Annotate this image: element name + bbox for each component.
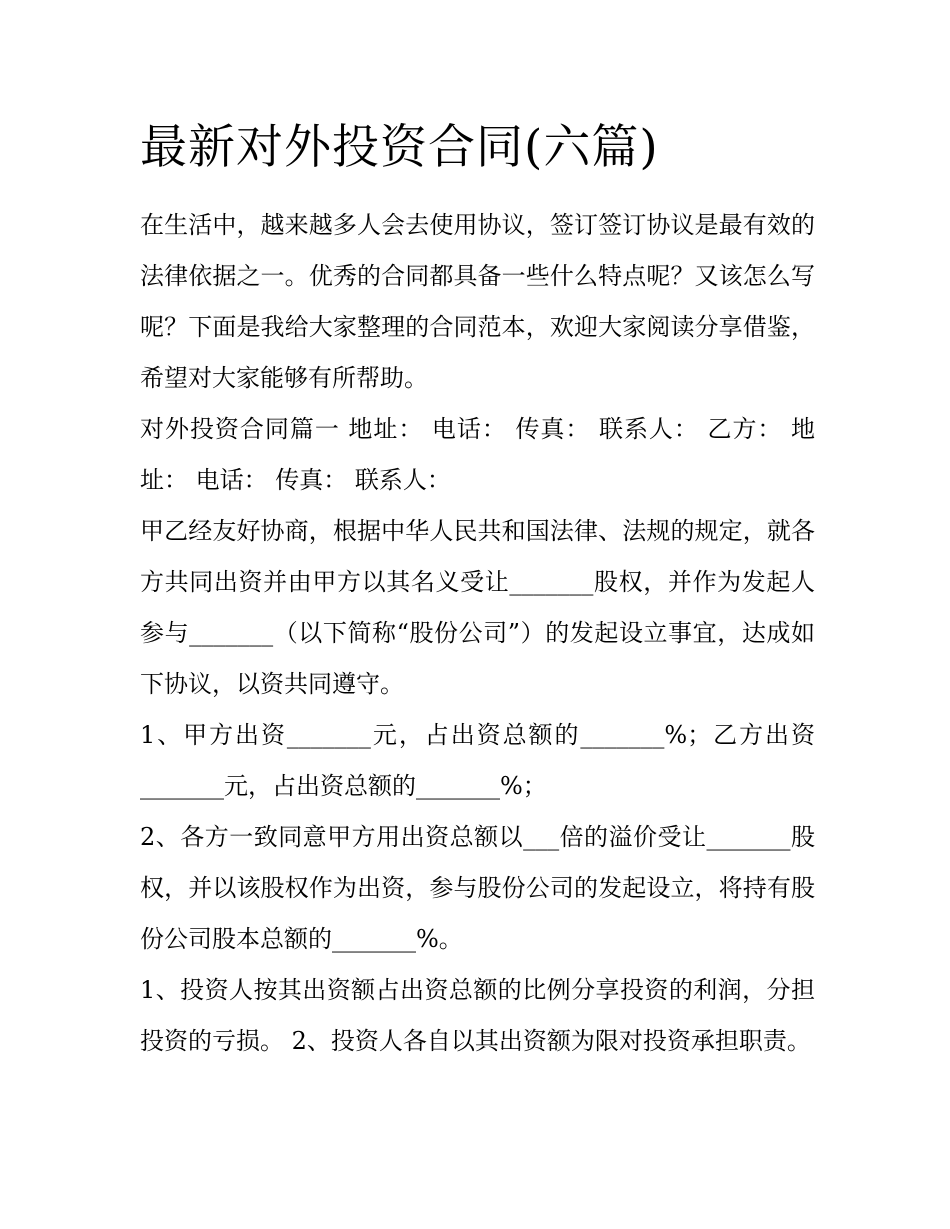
clause-2-paragraph: 2、各方一致同意甲方用出资总额以___倍的溢价受让_______股权，并以该股权作为出资，参与股份公司的发起设立，将持有股份公司股本总额的_______%。 [140, 823, 815, 953]
document-body [140, 200, 815, 1067]
clause-1-paragraph: 1、甲方出资_______元，占出资总额的_______%；乙方出资_______元，占出资总额的_______%； [140, 721, 815, 800]
agreement-preamble-paragraph: 甲乙经友好协商，根据中华人民共和国法律、法规的规定，就各方共同出资并由甲方以其名义受让_______股权，并作为发起人参与_______（以下简称“股份公司”）的发起设立事宜，达成如下协议，以资共同遵守。 [140, 517, 815, 698]
document-title: 最新对外投资合同(六篇) [140, 120, 659, 175]
intro-paragraph: 在生活中，越来越多人会去使用协议，签订签订协议是最有效的法律依据之一。优秀的合同都具备一些什么特点呢？又该怎么写呢？下面是我给大家整理的合同范本，欢迎大家阅读分享借鉴，希望对大家能够有所帮助。 [140, 211, 815, 392]
profit-loss-paragraph: 1、投资人按其出资额占出资总额的比例分享投资的利润，分担投资的亏损。 2、投资人各自以其出资额为限对投资承担职责。 [140, 976, 815, 1055]
party-info-paragraph: 对外投资合同篇一 地址： 电话： 传真： 联系人： 乙方： 地址： 电话： 传真： 联系人： [140, 415, 815, 494]
